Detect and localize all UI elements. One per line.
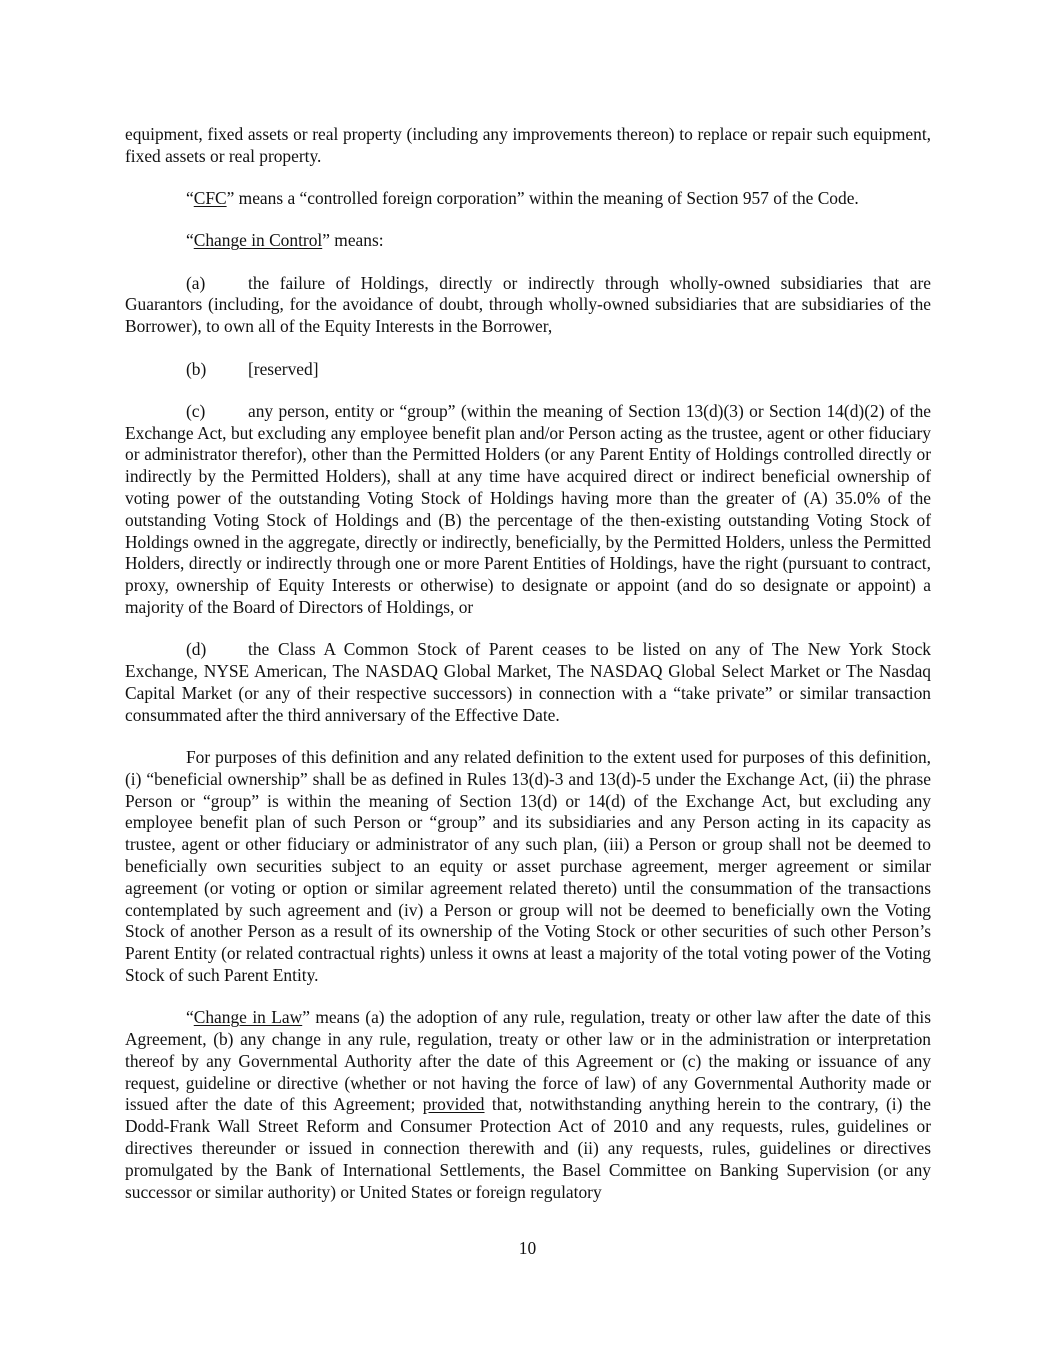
page-number: 10 xyxy=(518,1238,537,1258)
clause-text: [reserved] xyxy=(248,358,319,379)
definition-cfc xyxy=(125,188,931,210)
clause-label: (c) xyxy=(186,400,206,421)
paragraph-purposes: For purposes of this definition and any related definition to the extent used for purposes of this definition, (i) “beneficial ownership” shall be as defined in Rules 13(d)-3 and 13(d)-5 under the Exchange Act, (ii) the phrase Person or “group” is within the meaning of Section 13(d) or 14(d) of the Exchange Act, but excluding any employee benefit plan of such Person or “group” and its subsidiaries and any Person acting in its capacity as trustee, agent or other fiduciary or administrator of any such plan, (iii) a Person or group shall not be deemed to beneficially own securities subject to an equity or asset purchase agreement, merger agreement or similar agreement (or voting or option or similar agreement related thereto) until the consummation of the transactions contemplated by such agreement and (iv) a Person or group will not be deemed to beneficially own the Voting Stock of another Person as a result of its ownership of the Voting Stock or other securities of such other Person’s Parent Entity (or related contractual rights) unless it owns at least a majority of the total voting power of the Voting Stock of such Parent Entity. xyxy=(125,747,931,985)
definition-change-in-control xyxy=(125,230,931,252)
defined-term-change-in-control: Change in Control xyxy=(193,230,323,251)
definition-change-in-control-text: ” means: xyxy=(322,230,384,251)
clause-b xyxy=(125,359,931,381)
defined-term-change-in-law: Change in Law xyxy=(193,1007,303,1028)
clause-label: (b) xyxy=(186,358,207,379)
open-quote: “ xyxy=(186,230,194,251)
clause-a xyxy=(125,273,931,338)
document-page xyxy=(125,124,931,1224)
clause-c xyxy=(125,401,931,619)
paragraph-equipment: equipment, fixed assets or real property (including any improvements thereon) to replace or repair such equipment, fixed assets or real property. xyxy=(125,124,931,166)
open-quote: “ xyxy=(186,1007,194,1028)
provided-term: provided xyxy=(422,1094,485,1115)
clause-label: (a) xyxy=(186,272,206,293)
clause-text: the failure of Holdings, directly or indirectly through wholly-owned subsidiaries that are Guarantors (including, for the avoidance of doubt, through wholly-owned subsidiaries that are subsidiaries of the Borrower), to own all of the Equity Interests in the Borrower, xyxy=(125,272,931,337)
clause-d xyxy=(125,639,931,726)
definition-change-in-law-continued: that, notwithstanding anything herein to the contrary, (i) the Dodd-Frank Wall Street Reform and Consumer Protection Act of 2010 and any requests, rules, guidelines or directives thereunder or issued in connection therewith and (ii) any requests, rules, guidelines or directives promulgated by the Bank of International Settlements, the Basel Committee on Banking Supervision (or any successor or similar authority) or United States or foreign regulatory xyxy=(125,1094,931,1202)
clause-label: (d) xyxy=(186,639,207,660)
defined-term-cfc: CFC xyxy=(193,188,227,209)
clause-text: the Class A Common Stock of Parent ceases to be listed on any of The New York Stock Exchange, NYSE American, The NASDAQ Global Market, The NASDAQ Global Select Market or The Nasdaq Capital Market (or any of their respective successors) in connection with a “take private” or similar transaction consummated after the third anniversary of the Effective Date. xyxy=(125,639,931,725)
clause-text: any person, entity or “group” (within the meaning of Section 13(d)(3) or Section 14(d)(2) of the Exchange Act, but excluding any employee benefit plan and/or Person acting as the trustee, agent or other fiduciary or administrator therefor), other than the Permitted Holders (or any Parent Entity of Holdings controlled directly or indirectly by the Permitted Holders), shall at any time have acquired direct or indirect beneficial ownership of voting power of the outstanding Voting Stock of Holdings having more than the greater of (A) 35.0% of the outstanding Voting Stock of Holdings and (B) the percentage of the then-existing outstanding Voting Stock of Holdings owned in the aggregate, directly or indirectly, beneficially, by the Permitted Holders, unless the Permitted Holders, directly or indirectly through one or more Parent Entities of Holdings, have the right (pursuant to contract, proxy, ownership of Equity Interests or otherwise) to designate or appoint (and do so designate or appoint) a majority of the Board of Directors of Holdings, or xyxy=(125,400,931,618)
definition-change-in-law xyxy=(125,1007,931,1203)
definition-change-in-law-text: ” means (a) the adoption of any rule, regulation, treaty or other law after the date of this Agreement, (b) any change in any rule, regulation, treaty or other law or in the administration or interpretation thereof by any Governmental Authority after the date of this Agreement or (c) the making or issuance of any request, guideline or directive (whether or not having the force of law) of any Governmental Authority made or issued after the date of this Agreement; xyxy=(125,1007,932,1115)
definition-cfc-text: ” means a “controlled foreign corporation” within the meaning of Section 957 of the Code. xyxy=(226,188,859,209)
open-quote: “ xyxy=(186,188,194,209)
